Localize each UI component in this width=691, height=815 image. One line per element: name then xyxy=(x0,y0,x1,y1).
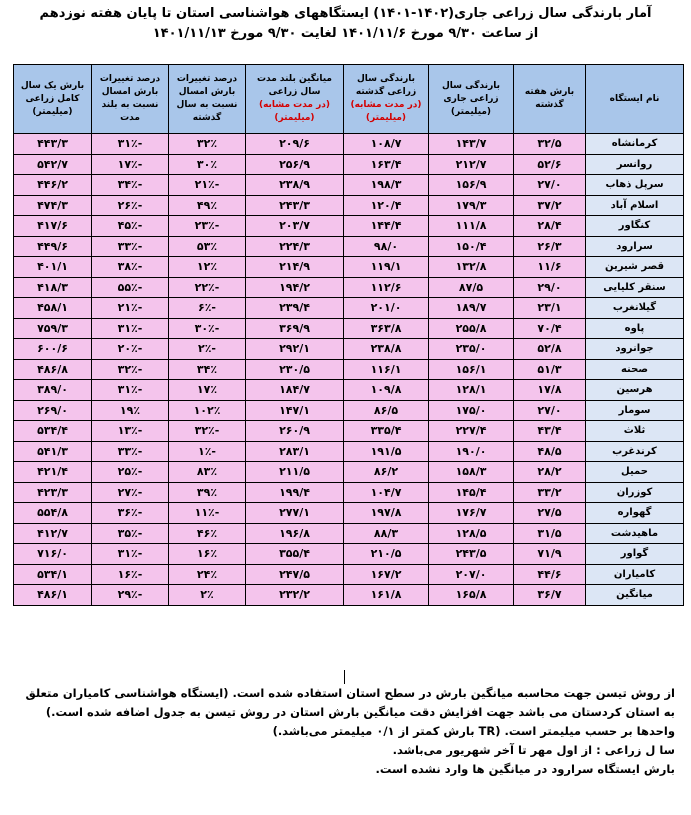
column-header-label: نام ایستگاه xyxy=(609,93,660,104)
table-cell: ۳۱/۵ xyxy=(514,523,586,544)
table-cell: ۴۲۳/۳ xyxy=(14,482,92,503)
column-header-label: بارش هفته گذشته xyxy=(524,87,575,110)
table-row xyxy=(14,400,684,421)
footer-note: به استان کردستان می باشد جهت افزایش دقت میانگین بارش استان در روش تیسن به جدول اضافه شده است.) xyxy=(45,705,675,719)
table-cell: -۲۱٪ xyxy=(169,175,246,196)
table-cell: -۱۳٪ xyxy=(92,421,169,442)
column-header xyxy=(514,65,586,134)
table-cell: ۲۹۲/۱ xyxy=(246,339,344,360)
table-cell: ۲۰۱/۰ xyxy=(344,298,429,319)
station-name-cell: سومار xyxy=(586,400,684,421)
table-cell: -۱۶٪ xyxy=(92,564,169,585)
table-cell: ۱۶۷/۲ xyxy=(344,564,429,585)
table-cell: ۴۶٪ xyxy=(169,523,246,544)
table-cell: ۲۵۶/۹ xyxy=(246,154,344,175)
table-cell: ۲۳۹/۴ xyxy=(246,298,344,319)
table-cell: -۱٪ xyxy=(169,441,246,462)
table-cell: ۱۴۵/۴ xyxy=(429,482,514,503)
table-cell: ۳۲٪ xyxy=(169,134,246,155)
table-cell: ۲۳۰/۵ xyxy=(246,359,344,380)
table-row xyxy=(14,482,684,503)
station-name-cell: کنگاور xyxy=(586,216,684,237)
table-cell: -۲۵٪ xyxy=(92,462,169,483)
table-cell: ۱۹۷/۸ xyxy=(344,503,429,524)
table-cell: -۲۷٪ xyxy=(92,482,169,503)
station-name-cell: کرمانشاه xyxy=(586,134,684,155)
table-cell: ۱۹۱/۵ xyxy=(344,441,429,462)
column-header xyxy=(344,65,429,134)
station-name-cell: پاوه xyxy=(586,318,684,339)
table-row xyxy=(14,441,684,462)
table-row xyxy=(14,298,684,319)
table-row xyxy=(14,154,684,175)
table-cell: ۱۲۸/۱ xyxy=(429,380,514,401)
table-cell: ۵۳۴/۱ xyxy=(14,564,92,585)
table-cell: ۳۲/۵ xyxy=(514,134,586,155)
table-cell: ۹۸/۰ xyxy=(344,236,429,257)
table-cell: -۶٪ xyxy=(169,298,246,319)
table-cell: ۲۷۷/۱ xyxy=(246,503,344,524)
table-row xyxy=(14,195,684,216)
table-row xyxy=(14,339,684,360)
table-cell: -۵۵٪ xyxy=(92,277,169,298)
station-name-cell: روانسر xyxy=(586,154,684,175)
station-name-cell: کوزران xyxy=(586,482,684,503)
table-cell: ۱۹۶/۸ xyxy=(246,523,344,544)
table-cell: ۷۱۶/۰ xyxy=(14,544,92,565)
table-cell: ۳۶۹/۹ xyxy=(246,318,344,339)
table-cell: ۱۵۸/۳ xyxy=(429,462,514,483)
table-cell: ۴۳/۴ xyxy=(514,421,586,442)
table-cell: ۱۱۶/۱ xyxy=(344,359,429,380)
station-name-cell: حمیل xyxy=(586,462,684,483)
table-cell: -۲۶٪ xyxy=(92,195,169,216)
table-cell: ۱۴۴/۴ xyxy=(344,216,429,237)
table-cell: ۲۳/۱ xyxy=(514,298,586,319)
table-cell: ۲۳۲/۲ xyxy=(246,585,344,606)
column-header xyxy=(586,65,684,134)
table-cell: ۴۱۸/۳ xyxy=(14,277,92,298)
table-cell: ۱۲٪ xyxy=(169,257,246,278)
table-cell: ۴۰۱/۱ xyxy=(14,257,92,278)
column-header xyxy=(169,65,246,134)
table-cell: ۱۷/۸ xyxy=(514,380,586,401)
station-name-cell: قصر شیرین xyxy=(586,257,684,278)
table-cell: ۸۷/۵ xyxy=(429,277,514,298)
table-cell: ۱۶۳/۴ xyxy=(344,154,429,175)
table-cell: ۳۶/۷ xyxy=(514,585,586,606)
station-name-cell: ثلاث xyxy=(586,421,684,442)
table-cell: ۸۶/۵ xyxy=(344,400,429,421)
table-header xyxy=(14,65,684,134)
table-cell: ۲۲۷/۴ xyxy=(429,421,514,442)
table-row xyxy=(14,585,684,606)
table-cell: ۱۹۹/۴ xyxy=(246,482,344,503)
table-cell: ۱۱۲/۶ xyxy=(344,277,429,298)
table-row xyxy=(14,523,684,544)
table-row xyxy=(14,134,684,155)
table-cell: ۲۱۰/۵ xyxy=(344,544,429,565)
table-cell: -۳۲٪ xyxy=(169,421,246,442)
table-cell: -۱۷٪ xyxy=(92,154,169,175)
table-cell: -۲۱٪ xyxy=(92,298,169,319)
table-cell: ۱۶۵/۸ xyxy=(429,585,514,606)
table-cell: ۲۶۹/۰ xyxy=(14,400,92,421)
table-cell: ۵۳۴/۴ xyxy=(14,421,92,442)
table-cell: ۴۲۱/۴ xyxy=(14,462,92,483)
table-cell: ۲۷/۰ xyxy=(514,175,586,196)
table-cell: ۱۵۶/۱ xyxy=(429,359,514,380)
table-cell: ۱۴۳/۷ xyxy=(429,134,514,155)
table-cell: ۱۰۲٪ xyxy=(169,400,246,421)
table-cell: ۲۷/۵ xyxy=(514,503,586,524)
table-row xyxy=(14,380,684,401)
station-name-cell: گواور xyxy=(586,544,684,565)
station-name-cell: اسلام آباد xyxy=(586,195,684,216)
table-cell: -۳۰٪ xyxy=(169,318,246,339)
table-cell: ۱۸۴/۷ xyxy=(246,380,344,401)
table-cell: ۱۳۲/۸ xyxy=(429,257,514,278)
column-header xyxy=(14,65,92,134)
column-header xyxy=(429,65,514,134)
table-row xyxy=(14,175,684,196)
table-cell: ۷۵۹/۳ xyxy=(14,318,92,339)
table-cell: -۳۳٪ xyxy=(92,236,169,257)
table-cell: ۱۱/۶ xyxy=(514,257,586,278)
station-name-cell: هرسین xyxy=(586,380,684,401)
report-date-range: از ساعت ۹/۳۰ مورخ ۱۴۰۱/۱۱/۶ لغایت ۹/۳۰ مورخ ۱۴۰۱/۱۱/۱۳ xyxy=(152,26,539,41)
table-cell: ۲۳۸/۸ xyxy=(344,339,429,360)
table-cell: ۱۶۱/۸ xyxy=(344,585,429,606)
table-cell: ۶۰۰/۶ xyxy=(14,339,92,360)
table-cell: ۱۹٪ xyxy=(92,400,169,421)
table-cell: ۲۸۳/۱ xyxy=(246,441,344,462)
divider-mark xyxy=(344,670,345,684)
table-row xyxy=(14,544,684,565)
table-cell: -۳۱٪ xyxy=(92,318,169,339)
table-cell: ۲۲۴/۳ xyxy=(246,236,344,257)
table-cell: ۴۴/۶ xyxy=(514,564,586,585)
table-cell: ۱۰۴/۷ xyxy=(344,482,429,503)
table-cell: ۲۴۷/۵ xyxy=(246,564,344,585)
table-cell: ۲٪ xyxy=(169,585,246,606)
table-cell: ۴۵۸/۱ xyxy=(14,298,92,319)
table-cell: ۵۲/۸ xyxy=(514,339,586,360)
table-cell: -۳۲٪ xyxy=(92,359,169,380)
table-cell: ۴۹٪ xyxy=(169,195,246,216)
table-cell: ۴۴۹/۶ xyxy=(14,236,92,257)
table-cell: ۷۰/۴ xyxy=(514,318,586,339)
table-cell: ۷۱/۹ xyxy=(514,544,586,565)
table-cell: ۱۷۵/۰ xyxy=(429,400,514,421)
table-cell: ۲۳۵/۰ xyxy=(429,339,514,360)
table-cell: ۱۰۸/۷ xyxy=(344,134,429,155)
table-cell: ۴۱۷/۶ xyxy=(14,216,92,237)
table-cell: -۳۱٪ xyxy=(92,134,169,155)
table-cell: -۳۵٪ xyxy=(92,523,169,544)
table-cell: ۲۱۲/۷ xyxy=(429,154,514,175)
table-cell: ۱۷۹/۳ xyxy=(429,195,514,216)
table-cell: ۲۰۹/۶ xyxy=(246,134,344,155)
table-row xyxy=(14,462,684,483)
table-cell: ۸۸/۳ xyxy=(344,523,429,544)
column-header-label: درصد تغییرات بارش امسال نسبت به بلند مدت xyxy=(99,74,161,123)
rainfall-table xyxy=(13,64,684,606)
footer-note: از روش تیسن جهت محاسبه میانگین بارش در سطح استان استفاده شده است. (ایستگاه هواشناسی کامیاران متعلق xyxy=(25,686,675,700)
table-cell: ۲۴۳/۳ xyxy=(246,195,344,216)
table-cell: ۲۱۱/۵ xyxy=(246,462,344,483)
table-cell: ۱۴۷/۱ xyxy=(246,400,344,421)
column-header-note: (در مدت مشابه) (میلیمتر) xyxy=(350,100,422,123)
footer-note: بارش ایستگاه سرارود در میانگین ها وارد نشده است. xyxy=(375,762,675,776)
station-name-cell: کرندغرب xyxy=(586,441,684,462)
table-cell: ۱۹۸/۳ xyxy=(344,175,429,196)
column-header-label: درصد تغییرات بارش امسال نسبت به سال گذشته xyxy=(176,74,238,123)
station-name-cell: میانگین xyxy=(586,585,684,606)
table-cell: ۲۴۳/۵ xyxy=(429,544,514,565)
table-row xyxy=(14,318,684,339)
column-header-note: (در مدت مشابه) (میلیمتر) xyxy=(258,100,331,123)
table-cell: ۱۹۰/۰ xyxy=(429,441,514,462)
table-cell: ۱۱۱/۸ xyxy=(429,216,514,237)
table-row xyxy=(14,421,684,442)
table-cell: ۲۴٪ xyxy=(169,564,246,585)
table-cell: -۳۱٪ xyxy=(92,544,169,565)
table-cell: ۲۰۷/۰ xyxy=(429,564,514,585)
table-cell: ۳۸۹/۰ xyxy=(14,380,92,401)
table-cell: ۲۶۰/۹ xyxy=(246,421,344,442)
table-cell: ۳۹٪ xyxy=(169,482,246,503)
table-row xyxy=(14,503,684,524)
table-cell: ۲۰۳/۷ xyxy=(246,216,344,237)
table-cell: -۲۲٪ xyxy=(169,277,246,298)
table-cell: ۱۹۴/۲ xyxy=(246,277,344,298)
table-cell: ۸۶/۲ xyxy=(344,462,429,483)
table-cell: ۵۴۲/۷ xyxy=(14,154,92,175)
table-cell: ۵۴۱/۳ xyxy=(14,441,92,462)
table-cell: -۳۸٪ xyxy=(92,257,169,278)
table-cell: ۱۵۶/۹ xyxy=(429,175,514,196)
table-cell: ۴۸/۵ xyxy=(514,441,586,462)
table-cell: ۱۷٪ xyxy=(169,380,246,401)
table-cell: ۳۳/۲ xyxy=(514,482,586,503)
table-row xyxy=(14,216,684,237)
table-cell: ۳۴٪ xyxy=(169,359,246,380)
footer-note: واحدها بر حسب میلیمتر است. (TR بارش کمتر از ۰/۱ میلیمتر می‌باشد.) xyxy=(272,724,675,738)
table-cell: ۵۱/۳ xyxy=(514,359,586,380)
column-header xyxy=(246,65,344,134)
table-cell: ۵۵۴/۸ xyxy=(14,503,92,524)
table-row xyxy=(14,257,684,278)
table-cell: -۳۶٪ xyxy=(92,503,169,524)
table-row xyxy=(14,236,684,257)
table-cell: ۱۱۹/۱ xyxy=(344,257,429,278)
table-cell: ۴۱۲/۷ xyxy=(14,523,92,544)
table-cell: ۳۳۵/۴ xyxy=(344,421,429,442)
table-cell: -۲۹٪ xyxy=(92,585,169,606)
table-cell: ۵۳٪ xyxy=(169,236,246,257)
report-title: آمار بارندگی سال زراعی جاری(۱۴۰۲-۱۴۰۱) ایستگاههای هواشناسی استان تا پایان هفته نوزدهم xyxy=(39,6,652,21)
table-row xyxy=(14,277,684,298)
table-cell: ۲۸/۴ xyxy=(514,216,586,237)
table-cell: ۱۵۰/۴ xyxy=(429,236,514,257)
table-cell: -۳۱٪ xyxy=(92,380,169,401)
station-name-cell: سرپل ذهاب xyxy=(586,175,684,196)
table-cell: ۴۷۴/۳ xyxy=(14,195,92,216)
table-cell: ۲۳۸/۹ xyxy=(246,175,344,196)
table-cell: ۴۸۶/۸ xyxy=(14,359,92,380)
table-body xyxy=(14,134,684,606)
station-name-cell: جوانرود xyxy=(586,339,684,360)
table-cell: ۲۵۵/۸ xyxy=(429,318,514,339)
table-cell: -۱۱٪ xyxy=(169,503,246,524)
table-cell: ۸۳٪ xyxy=(169,462,246,483)
column-header xyxy=(92,65,169,134)
column-header-label: بارندگی سال زراعی جاری (میلیمتر) xyxy=(441,80,501,117)
footer-notes xyxy=(15,684,675,779)
table-cell: ۲۶/۳ xyxy=(514,236,586,257)
table-row xyxy=(14,564,684,585)
table-cell: ۴۸۶/۱ xyxy=(14,585,92,606)
table-cell: -۲۳٪ xyxy=(169,216,246,237)
table-cell: ۳۷/۲ xyxy=(514,195,586,216)
table-cell: ۲۸/۲ xyxy=(514,462,586,483)
station-name-cell: سنقر کلیایی xyxy=(586,277,684,298)
table-cell: ۲۱۴/۹ xyxy=(246,257,344,278)
station-name-cell: سرارود xyxy=(586,236,684,257)
table-row xyxy=(14,359,684,380)
table-cell: -۳۴٪ xyxy=(92,175,169,196)
table-cell: -۴۵٪ xyxy=(92,216,169,237)
header-row xyxy=(14,65,684,134)
table-cell: ۱۲۸/۵ xyxy=(429,523,514,544)
table-cell: ۱۰۹/۸ xyxy=(344,380,429,401)
table-cell: ۳۵۵/۴ xyxy=(246,544,344,565)
table-cell: ۱۲۰/۴ xyxy=(344,195,429,216)
column-header-label: بارندگی سال زراعی گذشته xyxy=(355,74,417,97)
table-cell: ۳۶۳/۸ xyxy=(344,318,429,339)
column-header-label: بارش یک سال کامل زراعی (میلیمتر) xyxy=(20,80,85,117)
station-name-cell: گیلانغرب xyxy=(586,298,684,319)
table-cell: ۲۷/۰ xyxy=(514,400,586,421)
column-header-label: میانگین بلند مدت سال زراعی xyxy=(256,74,333,97)
table-cell: ۴۴۶/۲ xyxy=(14,175,92,196)
table-cell: ۵۲/۶ xyxy=(514,154,586,175)
table-cell: -۳۳٪ xyxy=(92,441,169,462)
table-cell: -۲٪ xyxy=(169,339,246,360)
table-cell: ۴۴۳/۳ xyxy=(14,134,92,155)
footer-note: سا ل زراعی : از اول مهر تا آخر شهریور می‌باشد. xyxy=(392,743,675,757)
table-cell: ۲۹/۰ xyxy=(514,277,586,298)
table-cell: ۱۸۹/۷ xyxy=(429,298,514,319)
table-cell: ۱۶٪ xyxy=(169,544,246,565)
station-name-cell: گهواره xyxy=(586,503,684,524)
table-cell: ۳۰٪ xyxy=(169,154,246,175)
station-name-cell: ماهیدشت xyxy=(586,523,684,544)
station-name-cell: کامیاران xyxy=(586,564,684,585)
table-cell: ۱۷۶/۷ xyxy=(429,503,514,524)
station-name-cell: صحنه xyxy=(586,359,684,380)
table-cell: -۲۰٪ xyxy=(92,339,169,360)
